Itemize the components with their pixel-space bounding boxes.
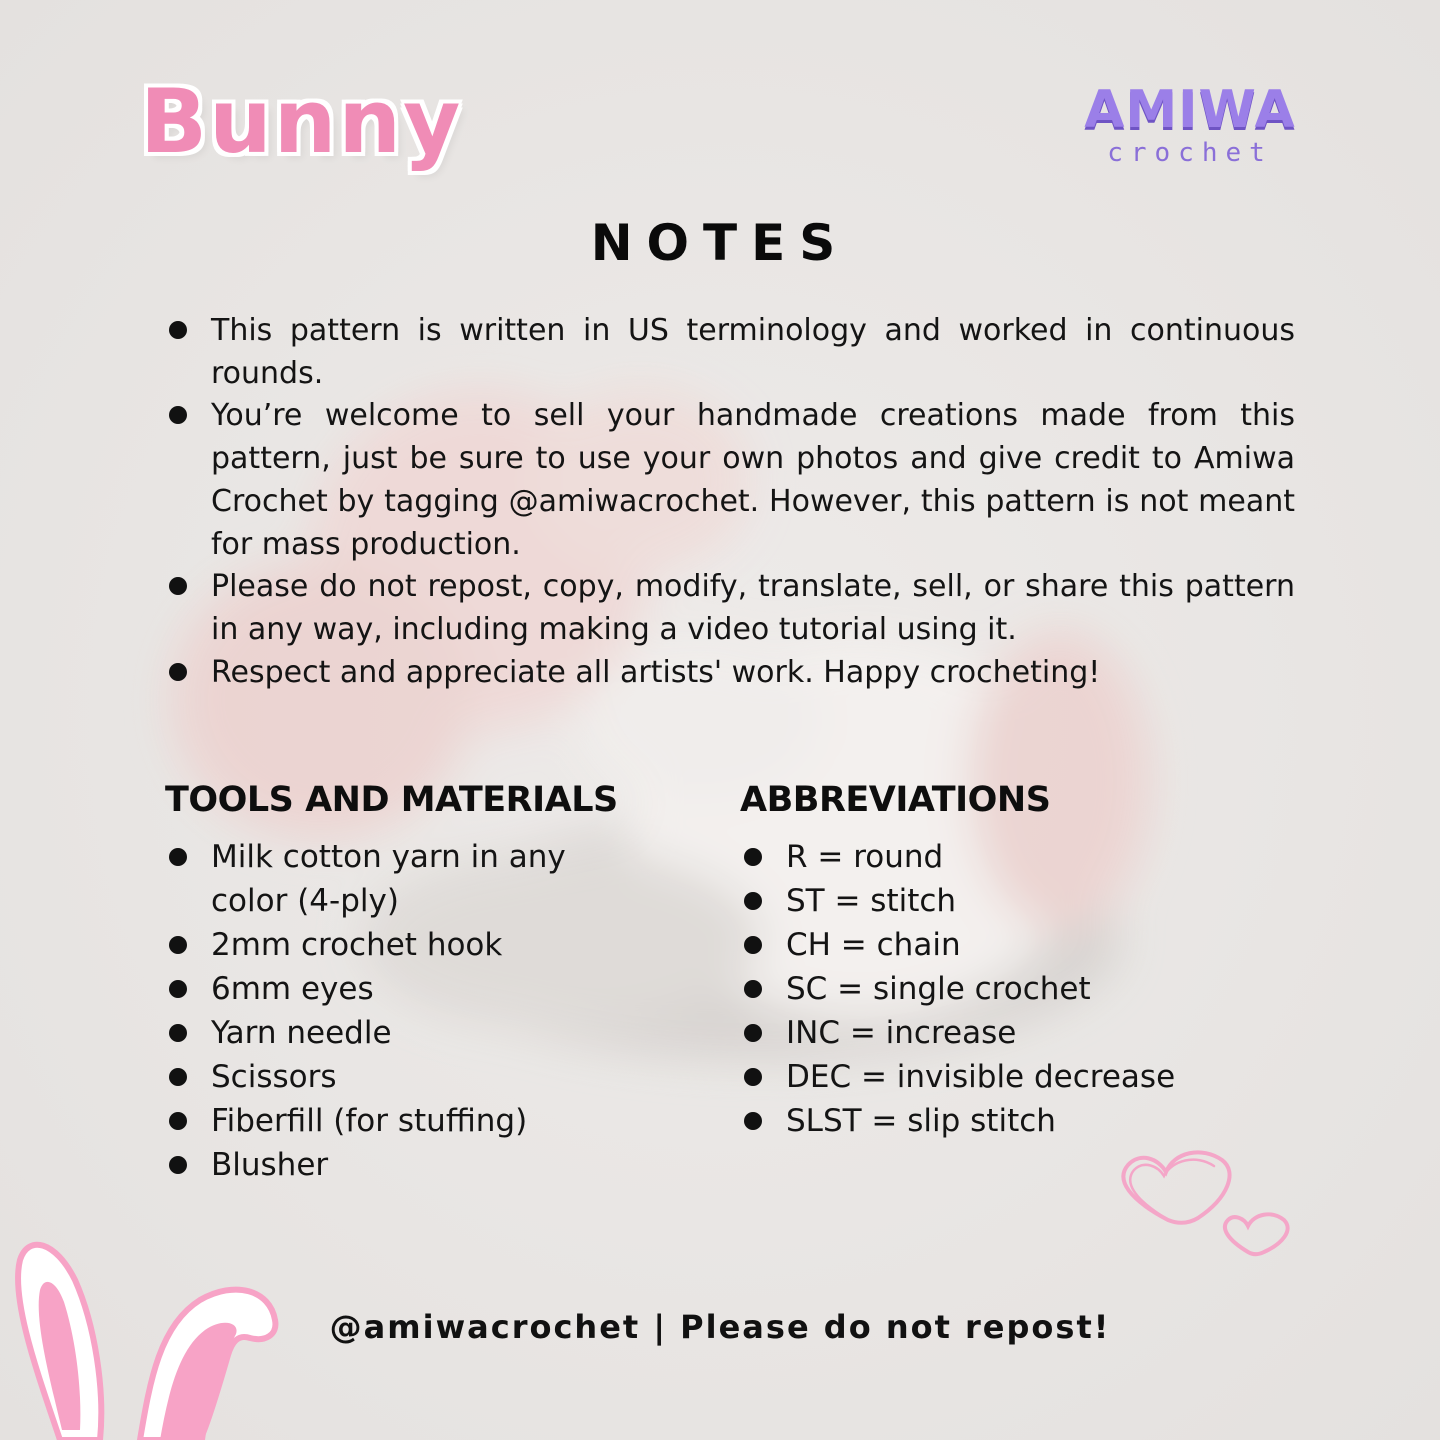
list-item [740,1099,1260,1143]
tool-text: 6mm eyes [211,971,374,1007]
list-item [740,879,1260,923]
notes-list [165,310,1295,694]
bullet-icon [744,936,762,954]
list-item [165,1099,615,1143]
notes-heading: NOTES [590,214,850,272]
list-item [165,395,1295,566]
list-item [740,1055,1260,1099]
bullet-icon [744,892,762,910]
list-item [740,923,1260,967]
pattern-title: Bunny [140,70,463,173]
bullet-icon [744,1112,762,1130]
logo-sub-text: crochet [1107,138,1273,168]
tool-text: Milk cotton yarn in any color (4-ply) [211,839,566,919]
brand-logo [1080,80,1300,168]
note-text: You’re welcome to sell your handmade creations made from this pattern, just be sure to use your own photos and give credit to Amiwa Crochet by tagging @amiwacrochet. However, this pattern is not meant for mass production. [211,398,1295,562]
note-text: Please do not repost, copy, modify, translate, sell, or share this pattern in any way, including making a video tutorial using it. [211,569,1295,647]
tool-text: Blusher [211,1147,329,1183]
bullet-icon [169,663,187,681]
abbreviation-text: ST = stitch [786,883,957,919]
bullet-icon [169,848,187,866]
list-item [165,652,1295,695]
bullet-icon [744,1068,762,1086]
list-item [165,967,615,1011]
note-text: This pattern is written in US terminology and worked in continuous rounds. [211,313,1295,391]
bullet-icon [169,577,187,595]
tool-text: Scissors [211,1059,337,1095]
tool-text: Fiberfill (for stuffing) [211,1103,528,1139]
list-item [740,1011,1260,1055]
bullet-icon [169,1112,187,1130]
tools-list [165,835,615,1187]
list-item [165,835,615,923]
bullet-icon [169,1156,187,1174]
note-text: Respect and appreciate all artists' work. Happy crocheting! [211,654,1101,690]
list-item [165,923,615,967]
bullet-icon [744,1024,762,1042]
abbreviations-heading: ABBREVIATIONS [740,780,1051,820]
bullet-icon [169,1024,187,1042]
list-item [165,310,1295,395]
list-item [165,1143,615,1187]
abbreviation-text: SLST = slip stitch [786,1103,1056,1139]
list-item [165,1055,615,1099]
tool-text: 2mm crochet hook [211,927,503,963]
abbreviation-text: CH = chain [786,927,961,963]
abbreviation-text: INC = increase [786,1015,1017,1051]
hearts-icon [1110,1140,1310,1270]
tools-heading: TOOLS AND MATERIALS [165,780,618,820]
logo-main-text: AMIWA [1084,80,1296,140]
abbreviation-text: SC = single crochet [786,971,1091,1007]
list-item [740,967,1260,1011]
list-item [740,835,1260,879]
list-item [165,566,1295,651]
abbreviations-list [740,835,1260,1143]
bullet-icon [744,848,762,866]
abbreviation-text: R = round [786,839,944,875]
bullet-icon [169,321,187,339]
bullet-icon [169,406,187,424]
list-item [165,1011,615,1055]
bullet-icon [169,936,187,954]
bullet-icon [169,1068,187,1086]
footer-credit: @amiwacrochet | Please do not repost! [329,1308,1111,1346]
tool-text: Yarn needle [211,1015,392,1051]
bullet-icon [169,980,187,998]
abbreviation-text: DEC = invisible decrease [786,1059,1176,1095]
bullet-icon [744,980,762,998]
